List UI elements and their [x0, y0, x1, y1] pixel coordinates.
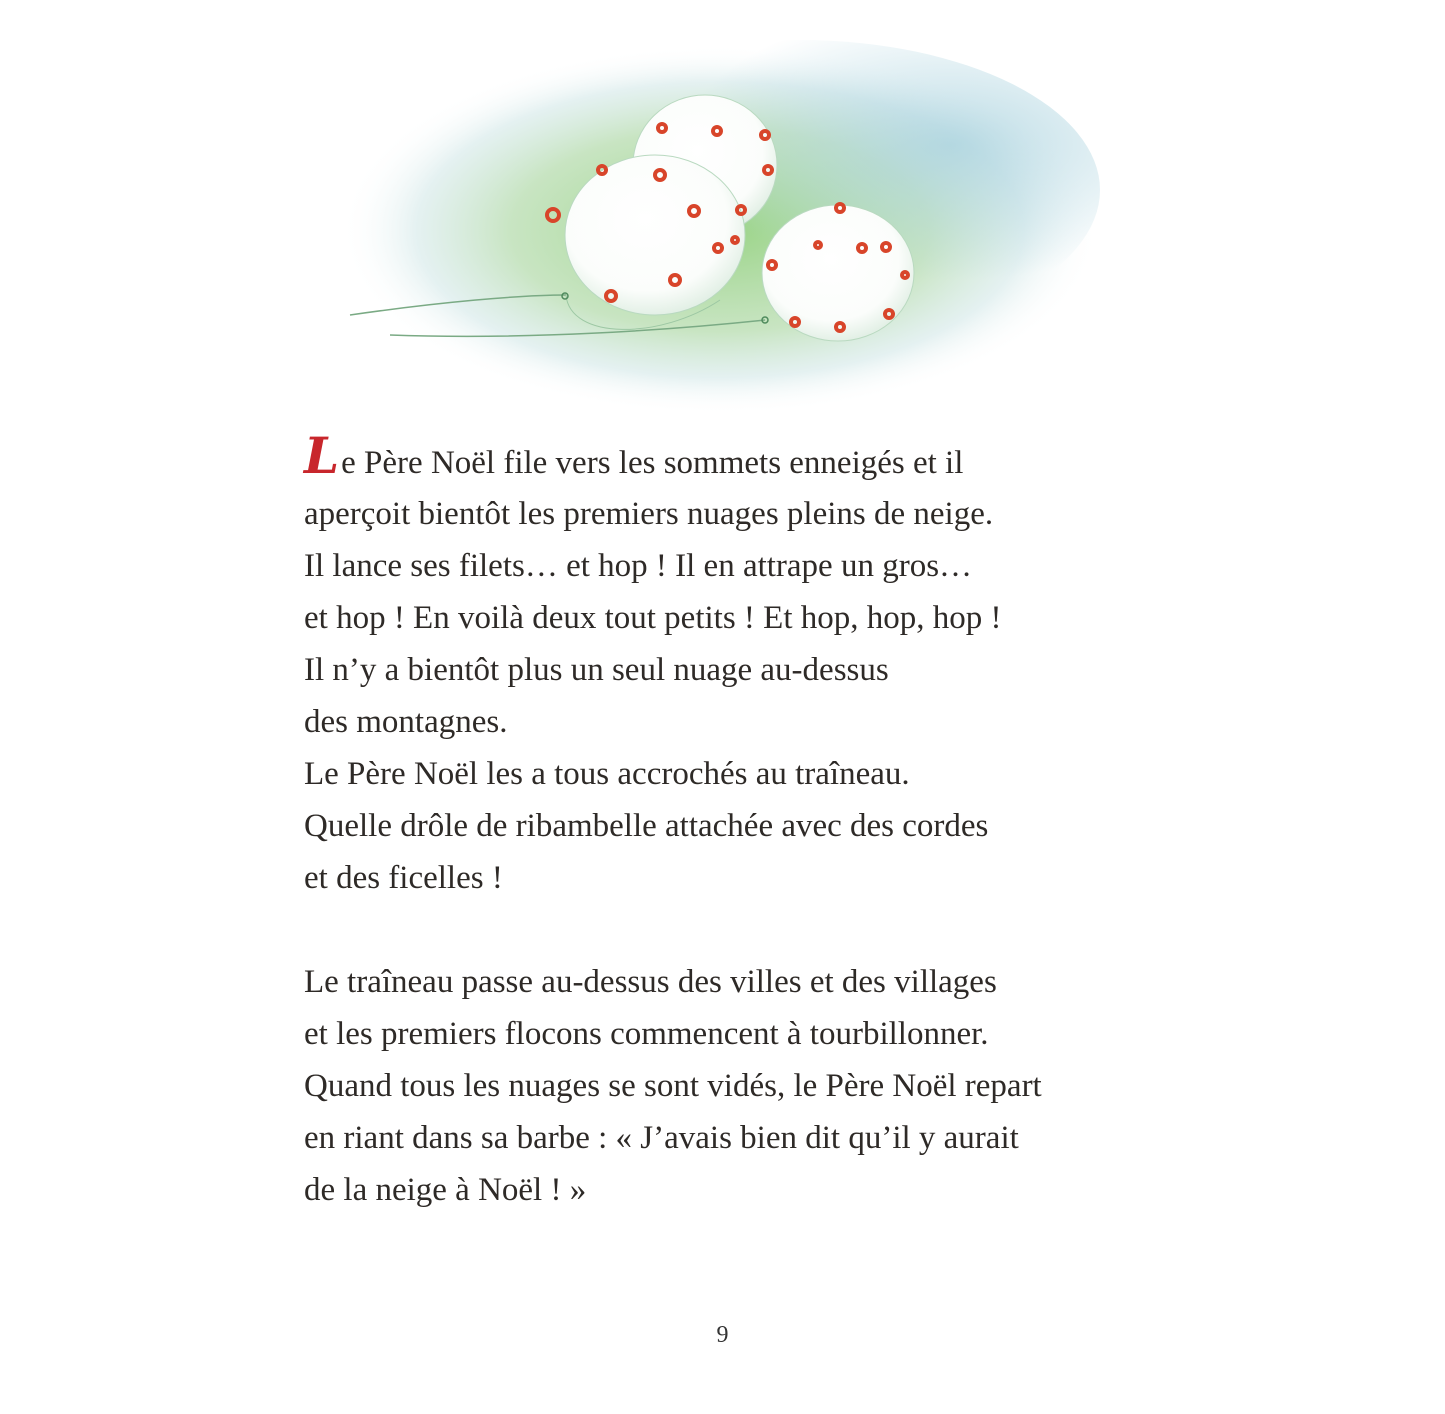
snow-clouds-in-nets-illustration — [330, 40, 1110, 420]
story-line: de la neige à Noël ! » — [304, 1172, 587, 1208]
story-line: et hop ! En voilà deux tout petits ! Et hop, hop, hop ! — [304, 600, 1002, 636]
story-line: Quelle drôle de ribambelle attachée avec des cordes — [304, 808, 989, 844]
story-line: Le traîneau passe au-dessus des villes et des villages — [304, 964, 997, 1000]
story-line: et les premiers flocons commencent à tourbillonner. — [304, 1016, 989, 1052]
story-line: Il n’y a bientôt plus un seul nuage au-dessus — [304, 652, 889, 688]
cloud-right — [762, 205, 914, 341]
story-line: et des ficelles ! — [304, 860, 503, 896]
story-line: Le Père Noël file vers les sommets enneigés et il — [304, 426, 964, 485]
story-line: Quand tous les nuages se sont vidés, le Père Noël repart — [304, 1068, 1042, 1104]
page-number: 9 — [716, 1322, 729, 1348]
story-line: aperçoit bientôt les premiers nuages pleins de neige. — [304, 496, 994, 532]
story-text — [304, 426, 1164, 1216]
story-line: Il lance ses filets… et hop ! Il en attrape un gros… — [304, 548, 973, 584]
story-line: Le Père Noël les a tous accrochés au traîneau. — [304, 756, 910, 792]
story-line: des montagnes. — [304, 704, 508, 740]
drop-cap: L — [304, 426, 340, 485]
paragraph-spacer — [304, 904, 1164, 956]
story-line: en riant dans sa barbe : « J’avais bien dit qu’il y aurait — [304, 1120, 1019, 1156]
